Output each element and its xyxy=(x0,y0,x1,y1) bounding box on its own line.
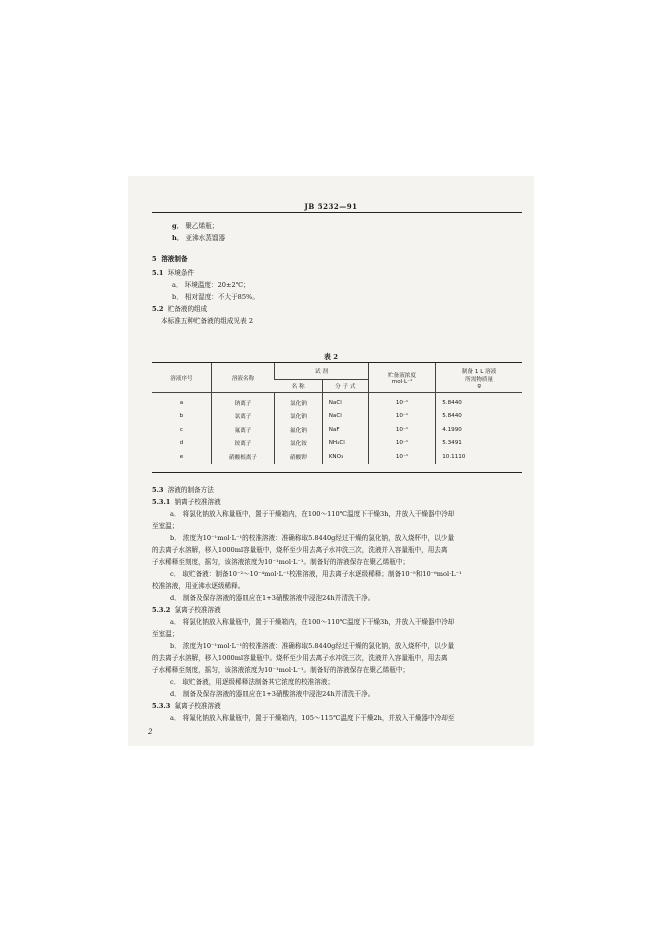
cell-reagent: 氯化铵 xyxy=(275,437,323,451)
col-formula-header: 分 子 式 xyxy=(322,380,368,393)
table-bottom-rule xyxy=(152,472,522,473)
col-conc-header xyxy=(368,363,435,393)
list-item-g xyxy=(172,222,218,230)
env-temperature: a． 环境温度：20±2℃； xyxy=(172,281,250,289)
section-number: 5.2 xyxy=(152,305,164,313)
cell-conc: 10⁻¹ xyxy=(368,410,435,424)
table-row xyxy=(152,450,522,464)
col-mass-title-2: 所需物质量 xyxy=(465,376,494,383)
section-title: 贮备液的组成 xyxy=(167,305,208,313)
cell-mass: 5.8440 xyxy=(436,393,522,410)
s532-b-line2: 的去离子水溶解，移入1000ml容量瓶中。烧杯至少用去离子水冲洗三次，洗液并入容量瓶中，用去离 xyxy=(152,654,448,662)
col-conc-title: 贮备液浓度 xyxy=(388,372,416,379)
col-name-header: 溶液名称 xyxy=(211,363,274,393)
col-reagent-header: 试 剂 xyxy=(275,363,369,380)
s531-a-line1: a． 将氯化钠放入称量瓶中，置于干燥箱内，在100～110℃温度下干燥3h，并放入干燥器中冷却 xyxy=(170,510,455,518)
cell-conc: 10⁻¹ xyxy=(368,450,435,464)
section-number: 5.3.1 xyxy=(152,498,171,506)
cell-formula: NaCl xyxy=(322,410,368,424)
standard-header: JB 5232—91 xyxy=(304,202,358,211)
section-number: 5 xyxy=(152,255,157,263)
s531-a-line2: 至室温； xyxy=(152,522,179,530)
section-title: 氯离子校准溶液 xyxy=(174,606,221,614)
col-seq-header: 溶液序号 xyxy=(152,363,211,393)
s532-a-line2: 至室温； xyxy=(152,630,179,638)
section-5-2-text: 本标准五种贮备液的组成见表 2 xyxy=(161,317,254,325)
s531-b-line3: 子水稀释至刻度，摇匀，该溶液浓度为10⁻¹mol·L⁻¹。制备好的溶液保存在聚乙烯瓶中； xyxy=(152,558,410,566)
header-rule xyxy=(152,212,522,213)
col-mass-header xyxy=(436,363,522,393)
cell-reagent: 氟化钠 xyxy=(275,423,323,437)
cell-mass: 5.3491 xyxy=(436,437,522,451)
cell-name: 氟离子 xyxy=(211,423,274,437)
table-row xyxy=(152,393,522,410)
cell-formula: NH₄Cl xyxy=(322,437,368,451)
item-text: 聚乙烯瓶； xyxy=(185,222,219,230)
cell-name: 硝酸根离子 xyxy=(211,450,274,464)
section-title: 钠离子校准溶液 xyxy=(174,498,221,506)
cell-formula: NaF xyxy=(322,423,368,437)
cell-seq: b xyxy=(179,413,184,420)
s532-d: d． 制备及保存溶液的器皿应在1+3硝酸溶液中浸泡24h并清洗干净。 xyxy=(170,690,375,698)
cell-reagent: 氯化钠 xyxy=(275,393,323,410)
cell-name: 钠离子 xyxy=(211,393,274,410)
cell-seq: c xyxy=(179,426,183,433)
section-5-3-2-heading xyxy=(152,606,221,614)
cell-mass: 10.1110 xyxy=(436,450,522,464)
cell-name: 铵离子 xyxy=(211,437,274,451)
table-header-row xyxy=(152,363,522,380)
s532-b-line3: 子水稀释至刻度，摇匀，该溶液浓度为10⁻¹mol·L⁻¹。制备好的溶液保存在聚乙烯瓶中； xyxy=(152,666,410,674)
s532-a-line1: a． 将氯化钠放入称量瓶中，置于干燥箱内，在100～110℃温度下干燥3h，并放入干燥器中冷却 xyxy=(170,618,455,626)
col-reagent-name-header: 名 称 xyxy=(275,380,323,393)
cell-conc: 10⁻¹ xyxy=(368,393,435,410)
section-5-2-heading xyxy=(152,305,207,313)
s531-b-line2: 的去离子水溶解，移入1000ml容量瓶中，烧杯至少用去离子水冲洗三次，洗液并入容量瓶中，用去离 xyxy=(152,546,448,554)
section-number: 5.1 xyxy=(152,269,164,277)
env-humidity: b． 相对湿度：不大于85%。 xyxy=(172,293,259,301)
item-label: g． xyxy=(172,222,184,230)
section-title: 氟离子校准溶液 xyxy=(174,702,221,710)
col-mass-title: 制备 1 L 溶液 xyxy=(461,368,497,375)
s533-a-line1: a． 将氟化钠放入称量瓶中，置于干燥箱内，105～115℃温度下干燥2h，并放入干燥器中冷却至 xyxy=(170,714,455,722)
s531-c-line2: 校准溶液，用亚沸水逐级稀释。 xyxy=(152,582,245,590)
composition-table xyxy=(152,363,522,464)
table-row xyxy=(152,423,522,437)
cell-reagent: 氯化钠 xyxy=(275,410,323,424)
cell-seq: a xyxy=(179,399,184,406)
cell-mass: 4.1990 xyxy=(436,423,522,437)
section-title: 溶液制备 xyxy=(161,255,188,263)
col-conc-unit: mol·L⁻¹ xyxy=(391,378,413,385)
section-5-3-1-heading xyxy=(152,498,221,506)
cell-name: 氯离子 xyxy=(211,410,274,424)
cell-formula: NaCl xyxy=(322,393,368,410)
cell-conc: 10⁻¹ xyxy=(368,437,435,451)
item-text: 亚沸水蒸馏器 xyxy=(185,234,226,242)
section-number: 5.3 xyxy=(152,486,164,494)
s531-d: d． 制备及保存溶液的器皿应在1+3硝酸溶液中浸泡24h并清洗干净。 xyxy=(170,594,375,602)
list-item-h xyxy=(172,234,225,242)
cell-mass: 5.8440 xyxy=(436,410,522,424)
col-mass-unit: g xyxy=(477,382,481,389)
section-number: 5.3.2 xyxy=(152,606,171,614)
cell-reagent: 硝酸钾 xyxy=(275,450,323,464)
section-number: 5.3.3 xyxy=(152,702,171,710)
section-5-1-heading xyxy=(152,269,194,277)
s531-b-line1: b． 浓度为10⁻¹mol·L⁻¹的校准溶液：准确称取5.8440g经过干燥的氯化钠，放入烧杯中，以少量 xyxy=(170,534,455,542)
table-caption: 表 2 xyxy=(324,353,338,361)
table-row xyxy=(152,410,522,424)
item-label: h． xyxy=(172,234,184,242)
section-5-3-heading xyxy=(152,486,214,494)
section-title: 溶液的制备方法 xyxy=(167,486,214,494)
page-number: 2 xyxy=(148,728,153,736)
s531-c-line1: c． 取贮备液：制备10⁻²～10⁻⁴mol·L⁻¹校准溶液，用去离子水逐级稀释；制备10⁻⁵和10⁻⁶mol·L⁻¹ xyxy=(170,570,462,578)
section-5-3-3-heading xyxy=(152,702,221,710)
table-row xyxy=(152,437,522,451)
cell-formula: KNO₃ xyxy=(322,450,368,464)
s532-b-line1: b． 浓度为10⁻¹mol·L⁻¹的校准溶液：准确称取5.8440g经过干燥的氯化钠，放入烧杯中，以少量 xyxy=(170,642,455,650)
cell-seq: d xyxy=(179,440,184,447)
cell-seq: e xyxy=(179,453,184,460)
cell-conc: 10⁻¹ xyxy=(368,423,435,437)
s532-c: c． 取贮备液，用逐级稀释法制备其它浓度的校准溶液； xyxy=(170,678,335,686)
section-5-heading xyxy=(152,255,188,263)
section-title: 环境条件 xyxy=(167,269,195,277)
